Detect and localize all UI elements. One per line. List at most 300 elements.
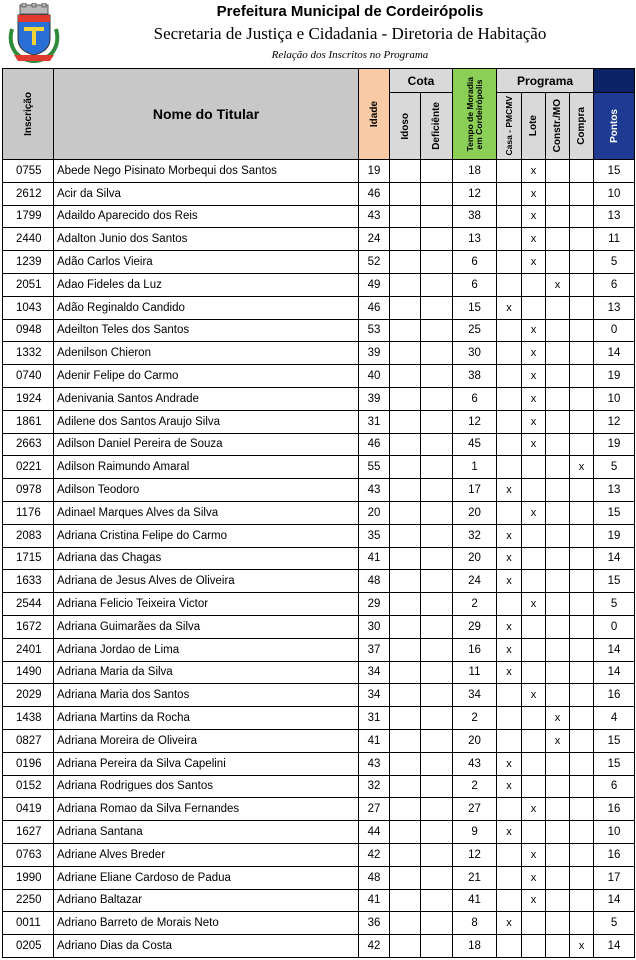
cell-casa xyxy=(497,843,522,866)
cell-tempo: 30 xyxy=(453,342,497,365)
cell-inscricao: 2051 xyxy=(3,273,54,296)
cell-nome: Adriana Moreira de Oliveira xyxy=(54,729,359,752)
cell-idoso xyxy=(390,638,421,661)
cell-idoso xyxy=(390,752,421,775)
cell-idade: 29 xyxy=(359,593,390,616)
cell-pontos: 13 xyxy=(594,205,635,228)
cell-idoso xyxy=(390,205,421,228)
cell-nome: Adriana Rodrigues dos Santos xyxy=(54,775,359,798)
cell-nome: Adinael Marques Alves da Silva xyxy=(54,501,359,524)
cell-deficiente xyxy=(421,593,453,616)
cell-inscricao: 1715 xyxy=(3,547,54,570)
cell-compra xyxy=(570,273,594,296)
cell-idoso xyxy=(390,866,421,889)
cell-nome: Adriane Eliane Cardoso de Padua xyxy=(54,866,359,889)
table-row xyxy=(3,866,635,889)
cell-casa: x xyxy=(497,661,522,684)
cell-tempo: 20 xyxy=(453,729,497,752)
cell-idade: 34 xyxy=(359,684,390,707)
table-row xyxy=(3,479,635,502)
cell-idade: 48 xyxy=(359,570,390,593)
cell-casa: x xyxy=(497,821,522,844)
table-row xyxy=(3,661,635,684)
cell-deficiente xyxy=(421,661,453,684)
cell-idoso xyxy=(390,160,421,183)
cell-deficiente xyxy=(421,775,453,798)
cell-nome: Adilson Daniel Pereira de Souza xyxy=(54,433,359,456)
cell-nome: Adenivania Santos Andrade xyxy=(54,387,359,410)
col-tempo-header: Tempo de Moradia em Cordeirópolis xyxy=(453,69,497,160)
cell-casa xyxy=(497,456,522,479)
table-row xyxy=(3,365,635,388)
cell-compra: x xyxy=(570,935,594,958)
cell-inscricao: 0419 xyxy=(3,798,54,821)
cell-deficiente xyxy=(421,821,453,844)
cell-nome: Adriano Barreto de Morais Neto xyxy=(54,912,359,935)
cell-constr xyxy=(546,935,570,958)
cell-inscricao: 0827 xyxy=(3,729,54,752)
cell-casa xyxy=(497,684,522,707)
cell-idade: 24 xyxy=(359,228,390,251)
cell-casa xyxy=(497,593,522,616)
cell-deficiente xyxy=(421,524,453,547)
cell-deficiente xyxy=(421,866,453,889)
cell-casa xyxy=(497,889,522,912)
cell-inscricao: 0948 xyxy=(3,319,54,342)
cell-tempo: 2 xyxy=(453,593,497,616)
cell-inscricao: 0755 xyxy=(3,160,54,183)
cell-constr xyxy=(546,319,570,342)
table-row xyxy=(3,570,635,593)
cell-deficiente xyxy=(421,798,453,821)
cell-lote xyxy=(522,456,546,479)
cell-constr xyxy=(546,342,570,365)
cell-tempo: 24 xyxy=(453,570,497,593)
cell-idoso xyxy=(390,319,421,342)
cell-casa: x xyxy=(497,638,522,661)
cell-pontos: 0 xyxy=(594,319,635,342)
cell-compra xyxy=(570,319,594,342)
cell-deficiente xyxy=(421,912,453,935)
cell-deficiente xyxy=(421,843,453,866)
table-row xyxy=(3,593,635,616)
cell-idade: 49 xyxy=(359,273,390,296)
cell-deficiente xyxy=(421,251,453,274)
cell-pontos: 15 xyxy=(594,501,635,524)
cell-compra xyxy=(570,387,594,410)
cell-inscricao: 0221 xyxy=(3,456,54,479)
cell-constr xyxy=(546,638,570,661)
table-row xyxy=(3,547,635,570)
cell-nome: Abede Nego Pisinato Morbequi dos Santos xyxy=(54,160,359,183)
cell-idade: 46 xyxy=(359,296,390,319)
cell-nome: Adriana Jordao de Lima xyxy=(54,638,359,661)
cell-constr xyxy=(546,798,570,821)
cell-deficiente xyxy=(421,729,453,752)
table-row xyxy=(3,387,635,410)
cell-lote xyxy=(522,273,546,296)
cell-pontos: 13 xyxy=(594,479,635,502)
table-row xyxy=(3,889,635,912)
cell-casa xyxy=(497,707,522,730)
municipal-coat-of-arms-icon xyxy=(6,3,62,63)
cell-deficiente xyxy=(421,638,453,661)
cell-constr xyxy=(546,866,570,889)
cell-pontos: 14 xyxy=(594,638,635,661)
cell-compra: x xyxy=(570,456,594,479)
cell-tempo: 8 xyxy=(453,912,497,935)
cell-constr xyxy=(546,843,570,866)
cell-lote: x xyxy=(522,593,546,616)
cell-nome: Adao Fideles da Luz xyxy=(54,273,359,296)
cell-nome: Adão Reginaldo Candido xyxy=(54,296,359,319)
cell-lote xyxy=(522,821,546,844)
cell-tempo: 43 xyxy=(453,752,497,775)
cell-lote xyxy=(522,524,546,547)
cell-idoso xyxy=(390,433,421,456)
col-lote-header: Lote xyxy=(522,93,546,160)
cell-deficiente xyxy=(421,889,453,912)
cell-casa xyxy=(497,342,522,365)
cell-tempo: 20 xyxy=(453,501,497,524)
cell-inscricao: 0152 xyxy=(3,775,54,798)
cell-nome: Adriana Santana xyxy=(54,821,359,844)
cell-casa xyxy=(497,205,522,228)
cell-idoso xyxy=(390,570,421,593)
cell-nome: Adriana de Jesus Alves de Oliveira xyxy=(54,570,359,593)
cell-tempo: 15 xyxy=(453,296,497,319)
cell-pontos: 16 xyxy=(594,798,635,821)
cell-inscricao: 0740 xyxy=(3,365,54,388)
cell-lote xyxy=(522,638,546,661)
cell-compra xyxy=(570,593,594,616)
table-row xyxy=(3,912,635,935)
cell-nome: Adriana Martins da Rocha xyxy=(54,707,359,730)
cell-idoso xyxy=(390,342,421,365)
cell-lote: x xyxy=(522,843,546,866)
cell-idade: 34 xyxy=(359,661,390,684)
cell-deficiente xyxy=(421,479,453,502)
cell-casa: x xyxy=(497,912,522,935)
cell-lote: x xyxy=(522,866,546,889)
table-row xyxy=(3,296,635,319)
cell-compra xyxy=(570,160,594,183)
cell-nome: Adriane Alves Breder xyxy=(54,843,359,866)
table-row xyxy=(3,160,635,183)
cell-lote: x xyxy=(522,387,546,410)
cell-lote: x xyxy=(522,798,546,821)
page-title: Prefeitura Municipal de Cordeirópolis xyxy=(216,3,484,20)
table-row xyxy=(3,524,635,547)
cell-idade: 55 xyxy=(359,456,390,479)
cell-idoso xyxy=(390,524,421,547)
cell-idoso xyxy=(390,729,421,752)
table-row xyxy=(3,752,635,775)
cell-pontos: 15 xyxy=(594,752,635,775)
cell-casa xyxy=(497,160,522,183)
cell-constr xyxy=(546,182,570,205)
cell-compra xyxy=(570,889,594,912)
cell-lote xyxy=(522,935,546,958)
cell-nome: Adriano Dias da Costa xyxy=(54,935,359,958)
cell-idade: 48 xyxy=(359,866,390,889)
table-row xyxy=(3,775,635,798)
cell-deficiente xyxy=(421,342,453,365)
cell-tempo: 27 xyxy=(453,798,497,821)
cell-idade: 42 xyxy=(359,843,390,866)
cell-idade: 19 xyxy=(359,160,390,183)
cell-idoso xyxy=(390,912,421,935)
cell-idoso xyxy=(390,889,421,912)
cell-lote xyxy=(522,752,546,775)
cell-idade: 52 xyxy=(359,251,390,274)
cell-idade: 35 xyxy=(359,524,390,547)
cell-compra xyxy=(570,365,594,388)
table-row xyxy=(3,821,635,844)
cell-deficiente xyxy=(421,296,453,319)
cell-nome: Adilene dos Santos Araujo Silva xyxy=(54,410,359,433)
cell-constr xyxy=(546,160,570,183)
cell-compra xyxy=(570,205,594,228)
cell-idade: 41 xyxy=(359,889,390,912)
cell-constr: x xyxy=(546,707,570,730)
cell-inscricao: 2029 xyxy=(3,684,54,707)
cell-compra xyxy=(570,547,594,570)
pontos-header-top xyxy=(594,69,635,93)
cell-compra xyxy=(570,479,594,502)
group-programa-header: Programa xyxy=(497,69,594,93)
cell-nome: Adenilson Chieron xyxy=(54,342,359,365)
cell-compra xyxy=(570,684,594,707)
table-row xyxy=(3,684,635,707)
cell-compra xyxy=(570,638,594,661)
cell-tempo: 20 xyxy=(453,547,497,570)
cell-casa xyxy=(497,273,522,296)
cell-idoso xyxy=(390,775,421,798)
cell-deficiente xyxy=(421,684,453,707)
cell-idade: 46 xyxy=(359,182,390,205)
cell-tempo: 21 xyxy=(453,866,497,889)
cell-nome: Adriana Romao da Silva Fernandes xyxy=(54,798,359,821)
cell-nome: Adriana Cristina Felipe do Carmo xyxy=(54,524,359,547)
cell-pontos: 14 xyxy=(594,889,635,912)
cell-inscricao: 0978 xyxy=(3,479,54,502)
cell-constr xyxy=(546,501,570,524)
cell-idoso xyxy=(390,661,421,684)
cell-tempo: 2 xyxy=(453,775,497,798)
cell-compra xyxy=(570,729,594,752)
cell-tempo: 25 xyxy=(453,319,497,342)
cell-constr xyxy=(546,912,570,935)
cell-constr xyxy=(546,821,570,844)
cell-lote xyxy=(522,296,546,319)
table-row xyxy=(3,342,635,365)
col-deficiente-header: Deficiênte xyxy=(421,93,453,160)
cell-idoso xyxy=(390,593,421,616)
cell-nome: Adão Carlos Vieira xyxy=(54,251,359,274)
cell-deficiente xyxy=(421,456,453,479)
cell-idoso xyxy=(390,228,421,251)
registrants-table xyxy=(2,68,635,958)
cell-inscricao: 2663 xyxy=(3,433,54,456)
cell-idoso xyxy=(390,935,421,958)
cell-tempo: 29 xyxy=(453,615,497,638)
table-header xyxy=(3,69,635,160)
cell-lote xyxy=(522,615,546,638)
cell-casa xyxy=(497,182,522,205)
cell-compra xyxy=(570,821,594,844)
cell-compra xyxy=(570,296,594,319)
table-row xyxy=(3,251,635,274)
cell-idoso xyxy=(390,501,421,524)
cell-inscricao: 1799 xyxy=(3,205,54,228)
cell-lote: x xyxy=(522,319,546,342)
cell-tempo: 6 xyxy=(453,273,497,296)
cell-nome: Adalton Junio dos Santos xyxy=(54,228,359,251)
list-caption: Relação dos Inscritos no Programa xyxy=(271,49,429,61)
cell-pontos: 19 xyxy=(594,365,635,388)
table-row xyxy=(3,729,635,752)
table-row xyxy=(3,843,635,866)
cell-casa xyxy=(497,251,522,274)
cell-compra xyxy=(570,798,594,821)
cell-lote xyxy=(522,479,546,502)
cell-inscricao: 1438 xyxy=(3,707,54,730)
cell-tempo: 38 xyxy=(453,205,497,228)
cell-lote xyxy=(522,661,546,684)
cell-tempo: 6 xyxy=(453,251,497,274)
cell-compra xyxy=(570,433,594,456)
cell-nome: Adilson Teodoro xyxy=(54,479,359,502)
cell-inscricao: 0763 xyxy=(3,843,54,866)
cell-tempo: 12 xyxy=(453,182,497,205)
cell-idade: 20 xyxy=(359,501,390,524)
cell-idoso xyxy=(390,387,421,410)
cell-idoso xyxy=(390,547,421,570)
cell-deficiente xyxy=(421,707,453,730)
cell-idade: 41 xyxy=(359,547,390,570)
cell-tempo: 34 xyxy=(453,684,497,707)
cell-compra xyxy=(570,707,594,730)
cell-deficiente xyxy=(421,228,453,251)
cell-pontos: 16 xyxy=(594,843,635,866)
cell-constr xyxy=(546,456,570,479)
cell-tempo: 16 xyxy=(453,638,497,661)
cell-lote: x xyxy=(522,342,546,365)
cell-compra xyxy=(570,182,594,205)
table-body xyxy=(3,160,635,958)
cell-inscricao: 1627 xyxy=(3,821,54,844)
cell-pontos: 6 xyxy=(594,273,635,296)
cell-pontos: 5 xyxy=(594,456,635,479)
cell-inscricao: 1990 xyxy=(3,866,54,889)
cell-lote xyxy=(522,912,546,935)
cell-tempo: 17 xyxy=(453,479,497,502)
cell-deficiente xyxy=(421,365,453,388)
cell-casa xyxy=(497,410,522,433)
cell-lote: x xyxy=(522,228,546,251)
cell-inscricao: 1672 xyxy=(3,615,54,638)
cell-nome: Adriana das Chagas xyxy=(54,547,359,570)
cell-idade: 43 xyxy=(359,752,390,775)
cell-deficiente xyxy=(421,205,453,228)
cell-casa: x xyxy=(497,570,522,593)
cell-constr xyxy=(546,752,570,775)
cell-casa: x xyxy=(497,547,522,570)
cell-compra xyxy=(570,661,594,684)
cell-deficiente xyxy=(421,547,453,570)
cell-lote: x xyxy=(522,205,546,228)
cell-pontos: 14 xyxy=(594,342,635,365)
cell-casa xyxy=(497,729,522,752)
cell-lote: x xyxy=(522,684,546,707)
cell-compra xyxy=(570,775,594,798)
cell-constr xyxy=(546,433,570,456)
cell-idade: 53 xyxy=(359,319,390,342)
cell-inscricao: 1490 xyxy=(3,661,54,684)
cell-inscricao: 1924 xyxy=(3,387,54,410)
cell-inscricao: 2440 xyxy=(3,228,54,251)
cell-compra xyxy=(570,866,594,889)
col-nome-header: Nome do Titular xyxy=(54,69,359,160)
cell-idade: 31 xyxy=(359,707,390,730)
cell-deficiente xyxy=(421,501,453,524)
cell-pontos: 15 xyxy=(594,729,635,752)
cell-idade: 43 xyxy=(359,479,390,502)
cell-compra xyxy=(570,752,594,775)
cell-deficiente xyxy=(421,752,453,775)
cell-pontos: 15 xyxy=(594,160,635,183)
cell-constr xyxy=(546,410,570,433)
cell-compra xyxy=(570,342,594,365)
cell-lote: x xyxy=(522,365,546,388)
document-header xyxy=(0,0,636,68)
cell-lote: x xyxy=(522,160,546,183)
cell-inscricao: 1332 xyxy=(3,342,54,365)
cell-constr xyxy=(546,479,570,502)
cell-nome: Acir da Silva xyxy=(54,182,359,205)
cell-casa xyxy=(497,866,522,889)
cell-lote xyxy=(522,775,546,798)
col-idoso-header: Idoso xyxy=(390,93,421,160)
cell-deficiente xyxy=(421,160,453,183)
cell-idade: 31 xyxy=(359,410,390,433)
cell-pontos: 10 xyxy=(594,821,635,844)
cell-inscricao: 2612 xyxy=(3,182,54,205)
cell-deficiente xyxy=(421,273,453,296)
cell-compra xyxy=(570,912,594,935)
cell-lote xyxy=(522,707,546,730)
cell-pontos: 0 xyxy=(594,615,635,638)
cell-pontos: 10 xyxy=(594,182,635,205)
cell-pontos: 19 xyxy=(594,524,635,547)
cell-pontos: 5 xyxy=(594,251,635,274)
cell-casa xyxy=(497,365,522,388)
cell-idoso xyxy=(390,615,421,638)
cell-casa: x xyxy=(497,752,522,775)
cell-lote: x xyxy=(522,501,546,524)
cell-constr xyxy=(546,570,570,593)
cell-casa xyxy=(497,935,522,958)
cell-casa xyxy=(497,228,522,251)
cell-pontos: 10 xyxy=(594,387,635,410)
cell-inscricao: 1043 xyxy=(3,296,54,319)
cell-tempo: 9 xyxy=(453,821,497,844)
cell-lote: x xyxy=(522,889,546,912)
cell-constr xyxy=(546,593,570,616)
cell-constr xyxy=(546,547,570,570)
cell-inscricao: 2401 xyxy=(3,638,54,661)
